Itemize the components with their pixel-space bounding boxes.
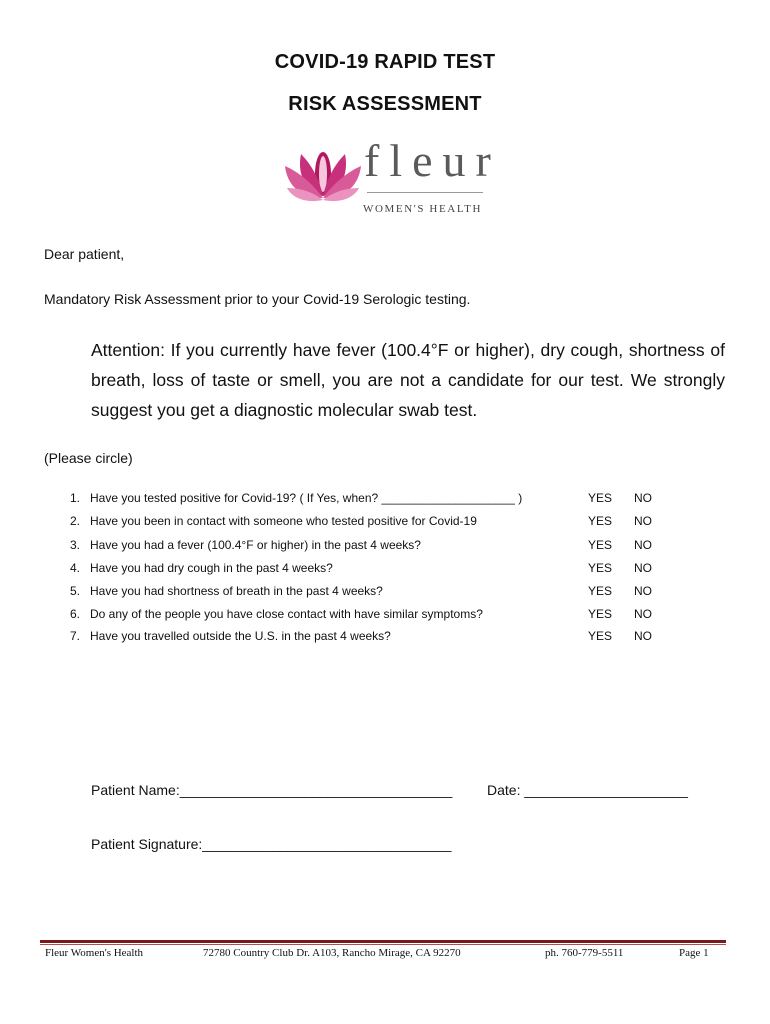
footer-divider-thin bbox=[40, 944, 726, 945]
question-text: Do any of the people you have close contact with have similar symptoms? bbox=[90, 607, 483, 621]
question-row bbox=[60, 561, 680, 579]
question-number: 2. bbox=[69, 514, 80, 528]
question-number: 3. bbox=[69, 538, 80, 552]
footer-address: 72780 Country Club Dr. A103, Rancho Mirage, CA 92270 bbox=[203, 947, 461, 959]
question-number: 6. bbox=[69, 607, 80, 621]
footer-page-number: Page 1 bbox=[679, 947, 709, 959]
logo-wordmark: fleur bbox=[364, 135, 501, 186]
no-option[interactable]: NO bbox=[634, 514, 652, 528]
question-number: 4. bbox=[69, 561, 80, 575]
yes-option[interactable]: YES bbox=[588, 514, 613, 528]
question-row bbox=[60, 514, 680, 532]
yes-option[interactable]: YES bbox=[588, 629, 613, 643]
footer-phone: ph. 760-779-5511 bbox=[545, 947, 624, 959]
fleur-logo bbox=[283, 135, 501, 218]
yes-option[interactable]: YES bbox=[588, 491, 613, 505]
lotus-icon bbox=[283, 144, 363, 214]
question-row bbox=[60, 538, 680, 556]
question-text: Have you been in contact with someone who tested positive for Covid-19 bbox=[90, 514, 477, 528]
question-text: Have you had a fever (100.4°F or higher) in the past 4 weeks? bbox=[90, 538, 421, 552]
patient-name-field[interactable]: Patient Name:___________________________________ bbox=[91, 782, 453, 798]
question-number: 1. bbox=[69, 491, 80, 505]
question-text: Have you tested positive for Covid-19? ( If Yes, when? ____________________ ) bbox=[90, 491, 523, 505]
yes-option[interactable]: YES bbox=[588, 584, 613, 598]
document-title-line2: RISK ASSESSMENT bbox=[288, 93, 482, 115]
no-option[interactable]: NO bbox=[634, 584, 652, 598]
footer-org: Fleur Women's Health bbox=[45, 947, 144, 959]
no-option[interactable]: NO bbox=[634, 629, 652, 643]
no-option[interactable]: NO bbox=[634, 561, 652, 575]
question-row bbox=[60, 584, 680, 602]
yes-option[interactable]: YES bbox=[588, 561, 613, 575]
question-row bbox=[60, 629, 680, 647]
question-text: Have you travelled outside the U.S. in the past 4 weeks? bbox=[90, 629, 391, 643]
no-option[interactable]: NO bbox=[634, 538, 652, 552]
footer-divider bbox=[40, 940, 726, 943]
date-field[interactable]: Date: _____________________ bbox=[487, 782, 688, 798]
mandatory-notice: Mandatory Risk Assessment prior to your Covid-19 Serologic testing. bbox=[44, 291, 471, 307]
patient-signature-field[interactable]: Patient Signature:________________________________ bbox=[91, 836, 452, 852]
question-number: 7. bbox=[69, 629, 80, 643]
no-option[interactable]: NO bbox=[634, 607, 652, 621]
question-number: 5. bbox=[69, 584, 80, 598]
greeting: Dear patient, bbox=[44, 246, 125, 262]
no-option[interactable]: NO bbox=[634, 491, 652, 505]
yes-option[interactable]: YES bbox=[588, 607, 613, 621]
question-text: Have you had shortness of breath in the past 4 weeks? bbox=[90, 584, 383, 598]
logo-divider bbox=[367, 192, 483, 193]
yes-option[interactable]: YES bbox=[588, 538, 613, 552]
question-row bbox=[60, 607, 680, 625]
question-row bbox=[60, 491, 680, 509]
question-text: Have you had dry cough in the past 4 weeks? bbox=[90, 561, 333, 575]
document-title-line1: COVID-19 RAPID TEST bbox=[274, 51, 496, 73]
attention-paragraph: Attention: If you currently have fever (100.4°F or higher), dry cough, shortness of breath, loss of taste or smell, you are not a candidate for our test. We strongly suggest you get a diagnostic molecular swab test. bbox=[91, 340, 725, 420]
circle-instructions: (Please circle) bbox=[44, 450, 133, 466]
logo-subtitle: WOMEN'S HEALTH bbox=[363, 203, 482, 215]
